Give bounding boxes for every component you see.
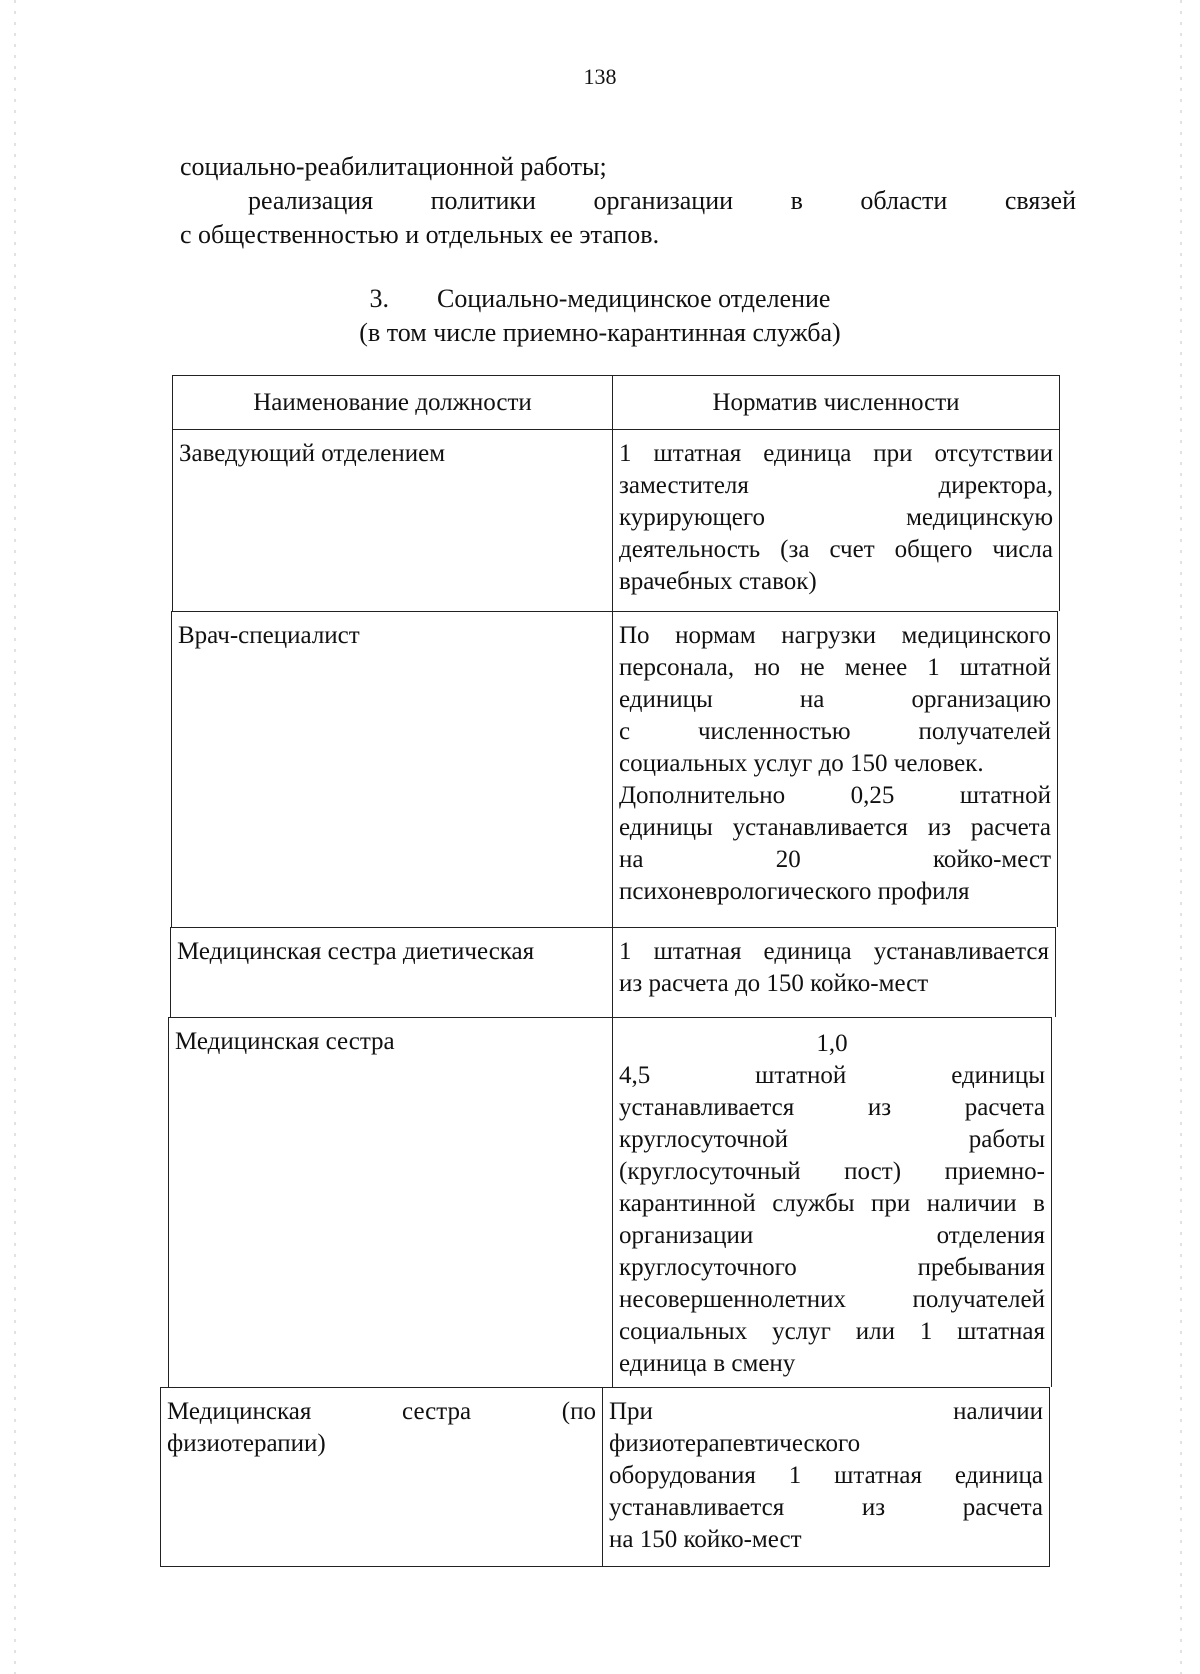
- row-2-norm-line: Дополнительно 0,25 штатной: [619, 782, 1051, 809]
- section-subtitle: (в том числе приемно-карантинная служба): [359, 318, 841, 347]
- table-row-3-position: [170, 927, 612, 1017]
- table-row-4-norm: [612, 1017, 1052, 1387]
- row-3-position-text: Медицинская сестра диетическая: [177, 938, 535, 965]
- table-row-4-position: [168, 1017, 612, 1387]
- row-4-norm-line: организации отделения: [619, 1222, 1045, 1249]
- row-4-norm-text: [613, 1018, 1051, 1380]
- row-4-norm-line: социальных услуг или 1 штатная: [619, 1318, 1045, 1345]
- row-4-norm-line: карантинной службы при наличии в: [619, 1190, 1045, 1217]
- row-1-norm-line: заместителя директора,: [619, 472, 1053, 499]
- header-norm-label: Норматив численности: [712, 389, 960, 416]
- row-2-norm-line: на 20 койко-мест: [619, 846, 1051, 873]
- row-5-norm-text: [603, 1388, 1049, 1556]
- table-row-2-position: [171, 611, 612, 927]
- section-title: Социально-медицинское отделение: [437, 284, 831, 313]
- row-4-norm-line: круглосуточного пребывания: [619, 1254, 1045, 1281]
- table-row-5-position: [160, 1387, 602, 1567]
- row-2-norm-line: психоневрологического профиля: [619, 878, 970, 905]
- row-4-norm-line: 4,5 штатной единицы: [619, 1062, 1045, 1089]
- row-2-norm-line: единицы устанавливается из расчета: [619, 814, 1051, 841]
- left-margin-noise: [14, 0, 16, 1674]
- right-margin-noise: [1180, 0, 1182, 1674]
- row-1-norm-line: деятельность (за счет общего числа: [619, 536, 1053, 563]
- row-1-norm-line: врачебных ставок): [619, 568, 817, 595]
- table-row-3-norm: [612, 927, 1056, 1017]
- row-2-norm-text: [613, 612, 1057, 908]
- row-2-norm-line: По нормам нагрузки медицинского: [619, 622, 1051, 649]
- table-row-2-norm: [612, 611, 1058, 927]
- row-5-norm-line: устанавливается из расчета: [609, 1494, 1043, 1521]
- row-5-norm-line: физиотерапевтического: [609, 1430, 861, 1457]
- row-5-position-line: физиотерапии): [167, 1430, 326, 1457]
- row-4-norm-line: круглосуточной работы: [619, 1126, 1045, 1153]
- row-5-position-text: [161, 1388, 602, 1460]
- header-position-label: Наименование должности: [253, 389, 532, 416]
- row-5-norm-line: оборудования 1 штатная единица: [609, 1462, 1043, 1489]
- row-5-norm-line: При наличии: [609, 1398, 1043, 1425]
- table-row-1-norm: [612, 429, 1060, 611]
- intro-line-1: социально-реабилитационной работы;: [180, 152, 607, 181]
- row-4-norm-line: 1,0: [816, 1030, 848, 1057]
- row-1-position-text: Заведующий отделением: [179, 440, 446, 467]
- section-heading: [0, 282, 1200, 316]
- row-4-norm-line: единица в смену: [619, 1350, 796, 1377]
- row-1-norm-text: [613, 430, 1059, 598]
- row-2-norm-line: единицы на организацию: [619, 686, 1051, 713]
- row-2-norm-line: с численностью получателей: [619, 718, 1051, 745]
- row-4-norm-line: устанавливается из расчета: [619, 1094, 1045, 1121]
- row-4-position-text: Медицинская сестра: [175, 1028, 395, 1055]
- row-1-norm-line: 1 штатная единица при отсутствии: [619, 440, 1053, 467]
- intro-line-2: реализация политики организации в области связей: [248, 186, 1076, 215]
- row-3-norm-line: из расчета до 150 койко-мест: [619, 970, 929, 997]
- row-2-norm-line: социальных услуг до 150 человек.: [619, 750, 984, 777]
- row-5-norm-line: на 150 койко-мест: [609, 1526, 802, 1553]
- page-number: 138: [583, 64, 617, 89]
- row-4-norm-line: (круглосуточный пост) приемно-: [619, 1158, 1045, 1185]
- row-2-norm-line: персонала, но не менее 1 штатной: [619, 654, 1051, 681]
- table-row-5-norm: [602, 1387, 1050, 1567]
- section-number: 3.: [369, 284, 390, 313]
- table-header-norm: [612, 375, 1060, 429]
- row-1-norm-line: курирующего медицинскую: [619, 504, 1053, 531]
- table-row-1-position: [172, 429, 612, 611]
- table-header-position: [172, 375, 612, 429]
- row-5-position-line: Медицинская сестра (по: [167, 1398, 596, 1425]
- row-3-norm-text: [613, 928, 1055, 1000]
- row-2-position-text: Врач-специалист: [178, 622, 360, 649]
- intro-line-3: с общественностью и отдельных ее этапов.: [180, 220, 660, 249]
- row-4-norm-line: несовершеннолетних получателей: [619, 1286, 1045, 1313]
- row-3-norm-line: 1 штатная единица устанавливается: [619, 938, 1049, 965]
